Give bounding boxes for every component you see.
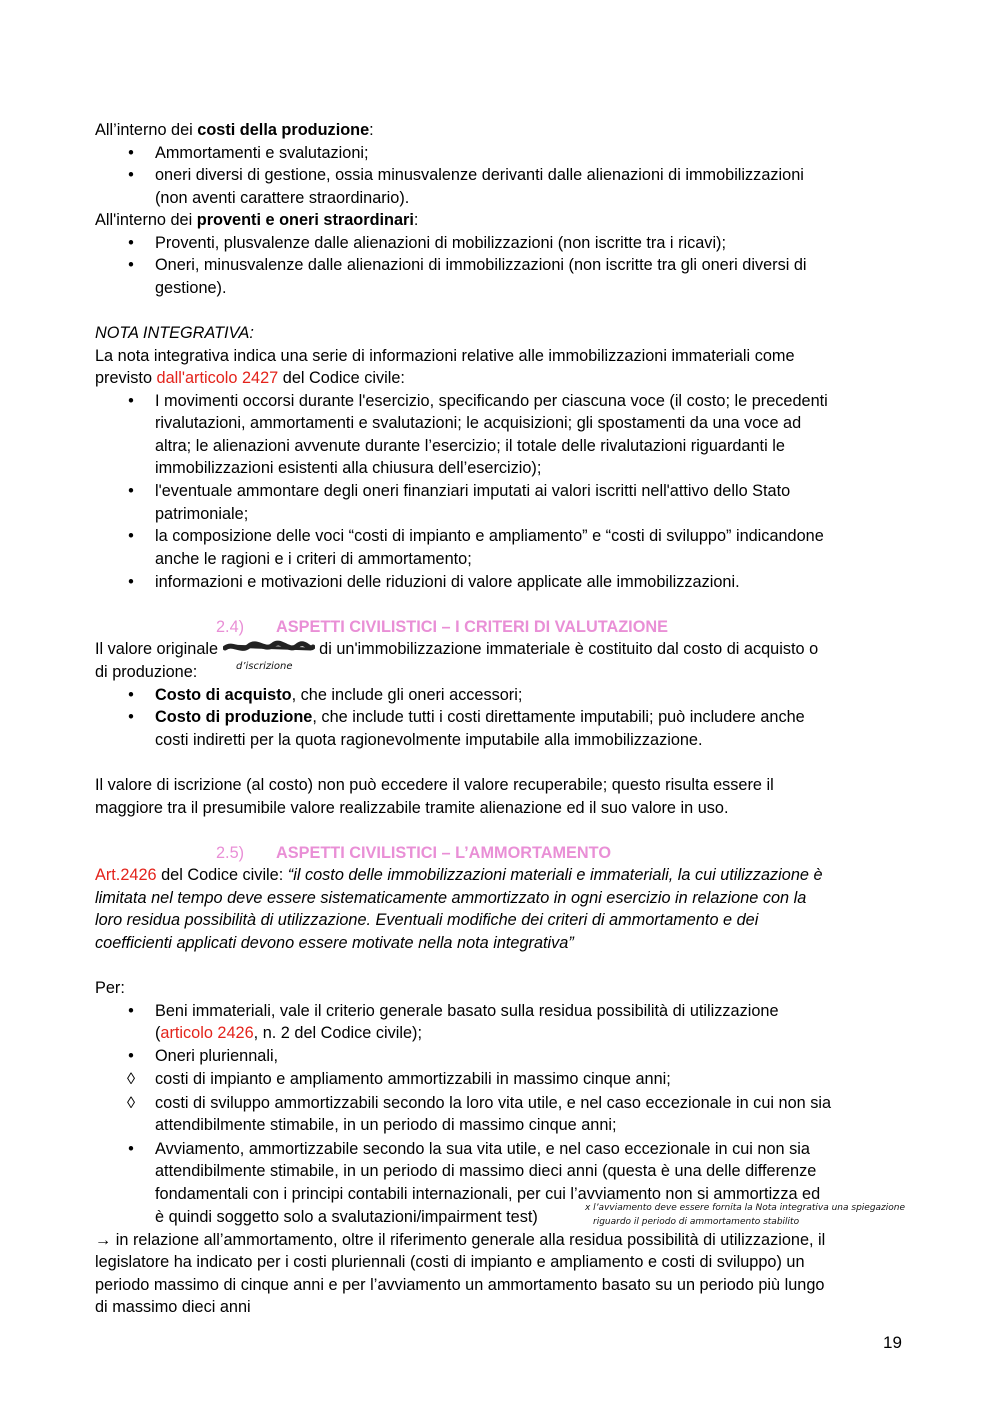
list-item: I movimenti occorsi durante l'esercizio, specificando per ciascuna voce (il costo; le precedenti xyxy=(155,392,828,410)
s24-paragraph-cont: di produzione: xyxy=(95,663,198,681)
list-item: oneri diversi di gestione, ossia minusvalenze derivanti dalle alienazioni di immobilizzazioni xyxy=(155,166,804,184)
per-label: Per: xyxy=(95,979,125,997)
final-paragraph-cont: di massimo dieci anni xyxy=(95,1298,251,1316)
handwritten-annotation: d’iscrizione xyxy=(236,661,293,672)
list-item: Beni immateriali, vale il criterio generale basato sulla residua possibilità di utilizzazione xyxy=(155,1002,779,1020)
bullet-icon: • xyxy=(128,256,134,274)
s24-paragraph2: Il valore di iscrizione (al costo) non può eccedere il valore recuperabile; questo risulta essere il xyxy=(95,776,774,794)
article-reference-link[interactable]: dall'articolo 2427 xyxy=(156,369,279,387)
diamond-icon: ◊ xyxy=(126,1094,136,1112)
text: ( xyxy=(155,1024,161,1042)
list-item-cont: (non aventi carattere straordinario). xyxy=(155,189,410,207)
list-item-cont: patrimoniale; xyxy=(155,505,249,523)
list-item: costi di sviluppo ammortizzabili secondo la loro vita utile, e nel caso eccezionale in cui non sia xyxy=(155,1094,832,1112)
quote-line: loro residua possibilità di utilizzazione. Eventuali modifiche dei criteri di ammortamento e dei xyxy=(95,911,759,929)
section-number: 2.4) xyxy=(216,618,245,636)
text: All’interno dei xyxy=(95,121,198,139)
text: , che include tutti i costi direttamente imputabili; può includere anche xyxy=(312,708,805,726)
list-item: Oneri pluriennali, xyxy=(155,1047,279,1065)
bold-text: proventi e oneri straordinari xyxy=(196,211,414,229)
bold-text: costi della produzione xyxy=(197,121,370,139)
bullet-icon: • xyxy=(128,686,134,704)
list-item: costi di impianto e ampliamento ammortizzabili in massimo cinque anni; xyxy=(155,1070,671,1088)
final-paragraph-cont: periodo massimo di cinque anni e per l’avviamento un ammortamento basato su un periodo più lungo xyxy=(95,1276,825,1294)
handwritten-annotation: x l’avviamento deve essere fornita la Nota integrativa una spiegazione xyxy=(585,1203,906,1213)
list-item-cont xyxy=(155,1022,422,1045)
italic-text: “il costo delle immobilizzazioni materiali e immateriali, la cui utilizzazione è xyxy=(287,866,823,884)
list-item: Avviamento, ammortizzabile secondo la sua vita utile, e nel caso eccezionale in cui non sia xyxy=(155,1140,810,1158)
section-heading: ASPETTI CIVILISTICI – I CRITERI DI VALUTAZIONE xyxy=(276,618,668,636)
s24-paragraph2-cont: maggiore tra il presumibile valore realizzabile tramite alienazione ed il suo valore in uso. xyxy=(95,799,729,817)
list-item-cont: gestione). xyxy=(155,279,227,297)
list-item-cont: fondamentali con i principi contabili internazionali, per cui l’avviamento non si ammortizza ed xyxy=(155,1185,821,1203)
nota-title: NOTA INTEGRATIVA: xyxy=(95,324,254,342)
text: previsto xyxy=(95,369,157,387)
text: Il valore originale xyxy=(95,640,223,658)
bullet-icon: • xyxy=(128,1002,134,1020)
extra-intro xyxy=(95,209,418,232)
list-item xyxy=(155,706,805,729)
bullet-icon: • xyxy=(128,527,134,545)
s24-paragraph xyxy=(95,638,818,661)
nota-paragraph: La nota integrativa indica una serie di informazioni relative alle immobilizzazioni immateriali come xyxy=(95,347,795,365)
list-item: la composizione delle voci “costi di impianto e ampliamento” e “costi di sviluppo” indicandone xyxy=(155,527,824,545)
bullet-icon: • xyxy=(128,392,134,410)
list-item-cont: anche le ragioni e i criteri di ammortamento; xyxy=(155,550,472,568)
bold-text: Costo di acquisto xyxy=(155,686,292,704)
article-reference-link[interactable]: Art.2426 xyxy=(95,866,157,884)
bullet-icon: • xyxy=(128,708,134,726)
bullet-icon: • xyxy=(128,573,134,591)
quote-line: limitata nel tempo deve essere sistematicamente ammortizzato in ogni esercizio in relazione con la xyxy=(95,889,807,907)
bullet-icon: • xyxy=(128,482,134,500)
list-item-cont: altra; le alienazioni avvenute durante l’esercizio; il totale delle rivalutazioni riguardanti le xyxy=(155,437,785,455)
bold-text: Costo di produzione xyxy=(155,708,313,726)
nota-paragraph-cont xyxy=(95,367,405,390)
arrow-right-icon: → xyxy=(95,1231,112,1249)
quote-line: coefficienti applicati devono essere motivate nella nota integrativa” xyxy=(95,934,574,952)
strikethrough-scribble xyxy=(223,638,315,661)
section-number: 2.5) xyxy=(216,844,245,862)
text: in relazione all’ammortamento, oltre il riferimento generale alla residua possibilità di utilizzazione, il xyxy=(111,1231,826,1249)
text: , n. 2 del Codice civile); xyxy=(253,1024,422,1042)
list-item: Oneri, minusvalenze dalle alienazioni di immobilizzazioni (non iscritte tra gli oneri diversi di xyxy=(155,256,807,274)
text: del Codice civile: xyxy=(156,866,288,884)
text: di un'immobilizzazione immateriale è costituito dal costo di acquisto o xyxy=(314,640,819,658)
final-paragraph-cont: legislatore ha indicato per i costi pluriennali (costi di impianto e ampliamento e costi di sviluppo) un xyxy=(95,1253,805,1271)
bullet-icon: • xyxy=(128,234,134,252)
bullet-icon: • xyxy=(128,1047,134,1065)
text: del Codice civile: xyxy=(278,369,405,387)
quote-line xyxy=(95,864,823,887)
costs-intro xyxy=(95,119,374,142)
scribble-icon xyxy=(223,640,315,654)
list-item-cont: rivalutazioni, ammortamenti e svalutazioni; le acquisizioni; gli spostamenti da una voce ad xyxy=(155,414,802,432)
list-item-cont: è quindi soggetto solo a svalutazioni/impairment test) xyxy=(155,1208,538,1226)
list-item: Ammortamenti e svalutazioni; xyxy=(155,144,369,162)
bullet-icon: • xyxy=(128,1140,134,1158)
list-item xyxy=(155,684,522,707)
list-item-cont: attendibilmente stimabile, in un periodo di massimo cinque anni; xyxy=(155,1116,617,1134)
diamond-icon: ◊ xyxy=(126,1070,136,1088)
text: : xyxy=(413,211,419,229)
section-heading: ASPETTI CIVILISTICI – L’AMMORTAMENTO xyxy=(276,844,611,862)
text: : xyxy=(369,121,374,139)
text: , che include gli oneri accessori; xyxy=(291,686,523,704)
list-item-cont: attendibilmente stimabile, in un periodo di massimo dieci anni (questa è una delle differenze xyxy=(155,1162,817,1180)
list-item: informazioni e motivazioni delle riduzioni di valore applicate alle immobilizzazioni. xyxy=(155,573,740,591)
article-reference-link[interactable]: articolo 2426 xyxy=(160,1024,254,1042)
list-item: Proventi, plusvalenze dalle alienazioni di mobilizzazioni (non iscritte tra i ricavi); xyxy=(155,234,727,252)
list-item-cont: immobilizzazioni esistenti alla chiusura dell’esercizio); xyxy=(155,459,542,477)
list-item: l'eventuale ammontare degli oneri finanziari imputati ai valori iscritti nell'attivo dello Stato xyxy=(155,482,791,500)
handwritten-annotation: riguardo il periodo di ammortamento stabilito xyxy=(593,1217,800,1227)
bullet-icon: • xyxy=(128,166,134,184)
final-paragraph xyxy=(95,1229,825,1252)
page-number: 19 xyxy=(883,1333,902,1352)
bullet-icon: • xyxy=(128,144,134,162)
text: All'interno dei xyxy=(95,211,197,229)
list-item-cont: costi indiretti per la quota ragionevolmente imputabile alla immobilizzazione. xyxy=(155,731,703,749)
